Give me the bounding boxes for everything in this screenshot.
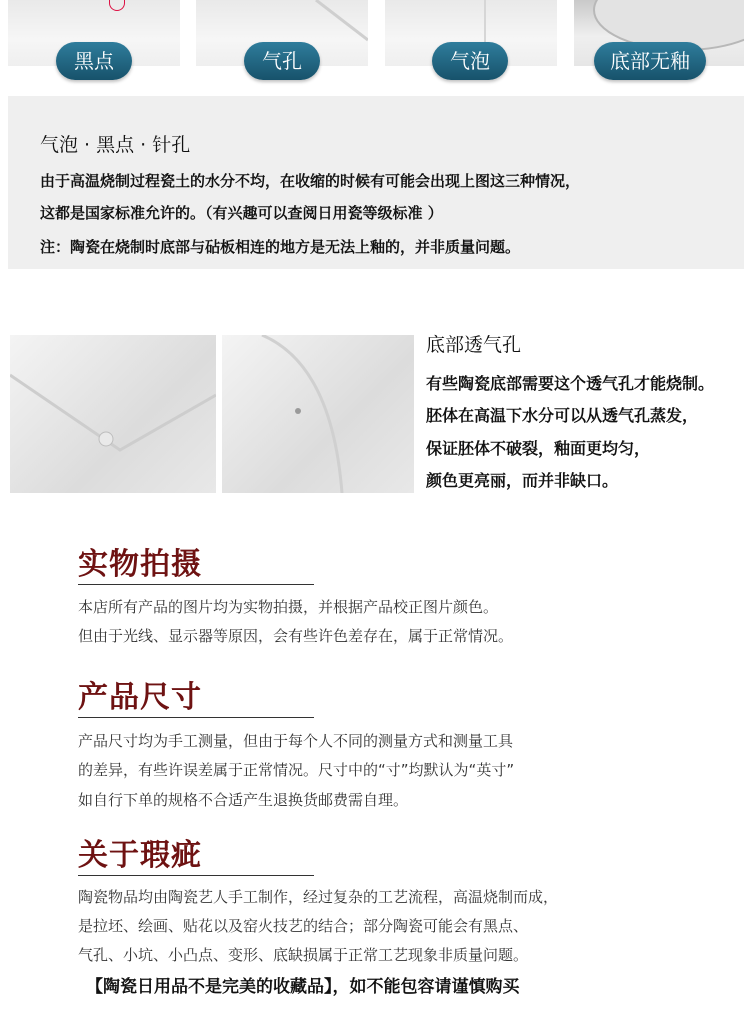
section-line: 气孔、小坑、小凸点、变形、底缺损属于正常工艺现象非质量问题。 (78, 946, 529, 964)
label-bubble: 气泡 (432, 42, 508, 80)
vent-line: 保证胚体不破裂，釉面更均匀， (426, 439, 651, 458)
section-title-photos: 实物拍摄 (78, 547, 202, 582)
defects-line: 这都是国家标准允许的。（有兴趣可以查阅日用瓷等级标准 ） (40, 204, 443, 222)
plate-rim-icon (222, 335, 414, 493)
vent-line: 颜色更亮丽，而并非缺口。 (426, 471, 619, 490)
vent-title: 底部透气孔 (426, 334, 522, 356)
vent-photo-1 (10, 335, 216, 493)
section-title-size: 产品尺寸 (78, 680, 202, 715)
plate-corner-icon (10, 335, 216, 493)
defects-info-box (8, 96, 744, 269)
section-line: 但由于光线、显示器等原因，会有些许色差存在，属于正常情况。 (78, 627, 514, 645)
section-line: 的差异，有些许误差属于正常情况。尺寸中的“寸”均默认为“英寸” (78, 761, 515, 779)
section-title-flaws: 关于瑕疵 (78, 838, 202, 873)
vent-line: 胚体在高温下水分可以从透气孔蒸发， (426, 406, 699, 425)
section-line: 如自行下单的规格不合适产生退换货邮费需自理。 (78, 791, 409, 809)
section-line: 是拉坯、绘画、贴花以及窑火技艺的结合；部分陶瓷可能会有黑点、 (78, 917, 529, 935)
section-divider (78, 717, 314, 718)
label-pore: 气孔 (244, 42, 320, 80)
final-note: 【陶瓷日用品不是完美的收藏品】，如不能包容请谨慎购买 (86, 977, 520, 997)
vent-line: 有些陶瓷底部需要这个透气孔才能烧制。 (426, 374, 715, 393)
defect-marker-icon (109, 0, 125, 11)
defects-title: 气泡 · 黑点 · 针孔 (40, 134, 191, 156)
section-divider (78, 584, 314, 585)
section-line: 陶瓷物品均由陶瓷艺人手工制作，经过复杂的工艺流程，高温烧制而成， (78, 888, 559, 906)
defects-line: 由于高温烧制过程瓷土的水分不均，在收缩的时候有可能会出现上图这三种情况， (40, 172, 581, 190)
defects-note: 注：陶瓷在烧制时底部与砧板相连的地方是无法上釉的，并非质量问题。 (40, 238, 521, 256)
section-divider (78, 875, 314, 876)
vent-photo-2 (222, 335, 414, 493)
label-unglazed-bottom: 底部无釉 (594, 42, 706, 80)
section-line: 本店所有产品的图片均为实物拍摄，并根据产品校正图片颜色。 (78, 598, 499, 616)
section-line: 产品尺寸均为手工测量，但由于每个人不同的测量方式和测量工具 (78, 732, 514, 750)
label-black-dot: 黑点 (56, 42, 132, 80)
